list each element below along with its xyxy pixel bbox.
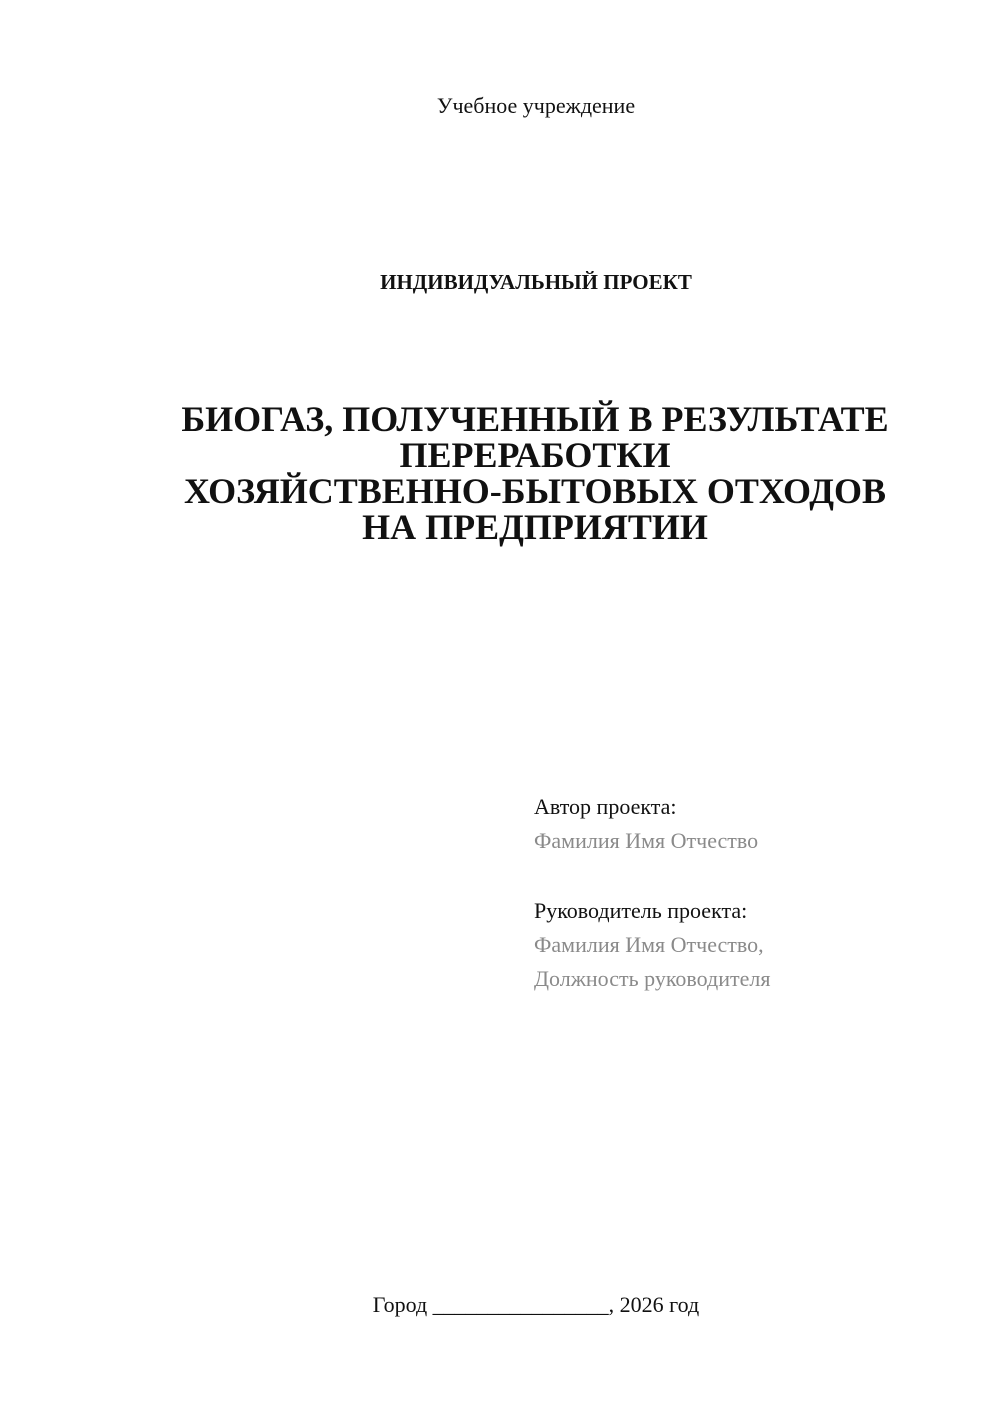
- project-title-line-1: БИОГАЗ, ПОЛУЧЕННЫЙ В РЕЗУЛЬТАТЕ: [181, 399, 889, 439]
- city-year-footer: Город ________________, 2026 год: [372, 1292, 700, 1317]
- authors-spacer: [534, 858, 974, 894]
- project-type-heading: ИНДИВИДУАЛЬНЫЙ ПРОЕКТ: [380, 270, 692, 294]
- supervisor-name: Фамилия Имя Отчество,: [534, 932, 764, 957]
- supervisor-label: Руководитель проекта:: [534, 898, 748, 923]
- project-title-line-3: ХОЗЯЙСТВЕННО-БЫТОВЫХ ОТХОДОВ: [183, 471, 887, 511]
- supervisor-position: Должность руководителя: [534, 966, 771, 991]
- project-title-line-4: НА ПРЕДПРИЯТИИ: [362, 507, 708, 547]
- project-title-line-2: ПЕРЕРАБОТКИ: [399, 435, 671, 475]
- author-label: Автор проекта:: [534, 794, 677, 819]
- authors-block: [534, 790, 974, 996]
- author-name: Фамилия Имя Отчество: [534, 828, 759, 853]
- project-title: [130, 401, 940, 545]
- institution-name: Учебное учреждение: [436, 93, 636, 118]
